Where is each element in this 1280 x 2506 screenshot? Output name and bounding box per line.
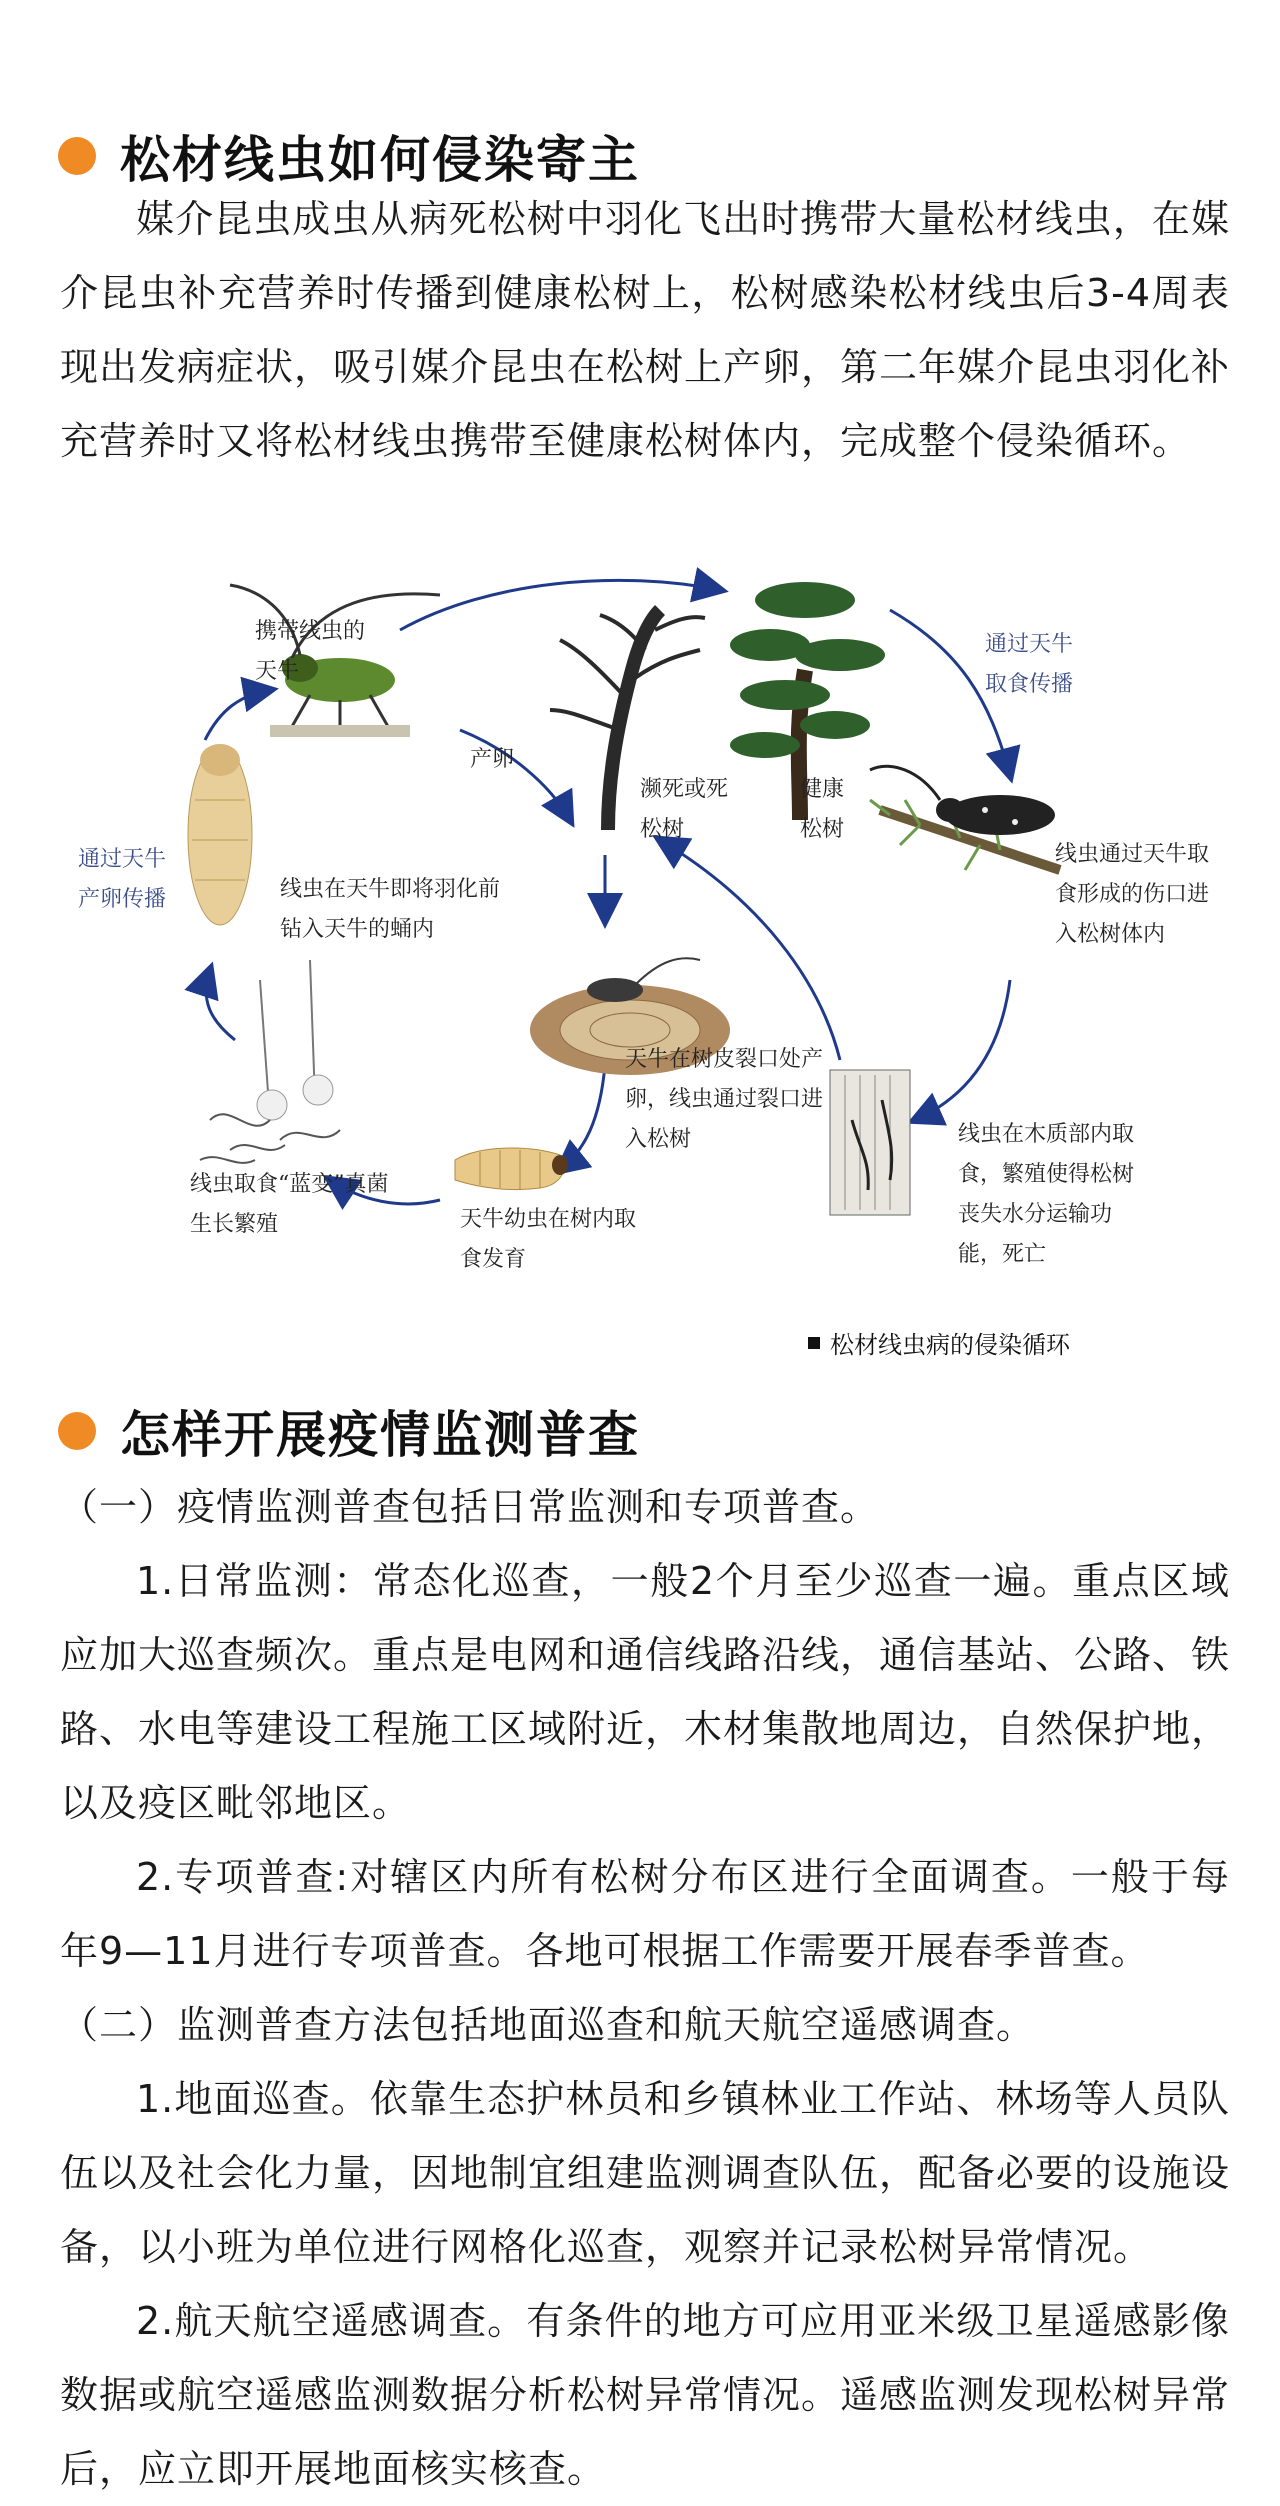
arrow-to-beetle: [205, 690, 270, 740]
label-enter-wound: 线虫通过天牛取食形成的伤口进入松树体内: [1055, 842, 1210, 947]
section-title: 松材线虫如何侵染寄主: [120, 131, 640, 189]
monitoring-p5: 1.地面巡查。依靠生态护林员和乡镇林业工作站、林场等人员队伍以及社会化力量，因地制宜组建监测调查队伍，配备必要的设施设备，以小班为单位进行网格化巡查，观察并记录松树异常情况。: [60, 2077, 1231, 2269]
label-bark-oviposit: 天牛在树皮裂口处产卵，线虫通过裂口进入松树: [625, 1047, 824, 1152]
larva-icon: [455, 1148, 568, 1190]
label-beetle-carrying: 携带线虫的天牛: [255, 619, 366, 684]
monitoring-p2: 1.日常监测：常态化巡查，一般2个月至少巡查一遍。重点区域应加大巡查频次。重点是电网和通信线路沿线，通信基站、公路、铁路、水电等建设工程施工区域附近，木材集散地周边，自然保护地，以及疫区毗邻地区。: [60, 1559, 1231, 1825]
label-xylem-death: 线虫在木质部内取食，繁殖使得松树丧失水分运输功能，死亡: [958, 1122, 1135, 1267]
label-via-feeding: 通过天牛取食传播: [985, 632, 1074, 697]
arrow-to-pupa: [206, 970, 235, 1040]
xylem-icon: [830, 1070, 910, 1215]
label-larva-feeding: 天牛幼虫在树内取食发育: [460, 1207, 637, 1272]
caption-square-icon: [808, 1337, 820, 1349]
label-dying-tree: 濒死或死松树: [640, 777, 729, 842]
section-heading-monitoring: [58, 1395, 640, 1467]
arrow-to-larva: [560, 1065, 605, 1170]
arrow-to-xylem: [915, 980, 1010, 1120]
diagram-caption: [808, 1325, 1070, 1360]
fungus-icon: [200, 960, 340, 1163]
label-healthy-tree: 健康松树: [800, 777, 845, 842]
section-title: 怎样开展疫情监测普查: [120, 1406, 640, 1464]
feeding-beetle-icon: [870, 766, 1060, 870]
monitoring-p4: （二）监测普查方法包括地面巡查和航天航空遥感调查。: [60, 2003, 1036, 2047]
pupa-icon: [188, 744, 252, 925]
monitoring-p6: 2.航天航空遥感调查。有条件的地方可应用亚米级卫星遥感影像数据或航空遥感监测数据分析松树异常情况。遥感监测发现松树异常后，应立即开展地面核实核查。: [60, 2299, 1231, 2491]
label-lay-eggs: 产卵: [470, 747, 515, 772]
infection-paragraph: 媒介昆虫成虫从病死松树中羽化飞出时携带大量松材线虫，在媒介昆虫补充营养时传播到健康松树上，松树感染松材线虫后3-4周表现出发病症状，吸引媒介昆虫在松树上产卵，第二年媒介昆虫羽化补充营养时又将松材线虫携带至健康松树体内，完成整个侵染循环。: [60, 197, 1231, 463]
bullet-icon: [58, 1412, 96, 1450]
caption-text: 松材线虫病的侵染循环: [830, 1331, 1070, 1359]
infection-cycle-diagram: [60, 560, 1230, 1290]
label-via-oviposition: 通过天牛产卵传播: [78, 847, 167, 912]
label-nematode-into-pupa: 线虫在天牛即将羽化前钻入天牛的蛹内: [280, 877, 501, 942]
monitoring-p1: （一）疫情监测普查包括日常监测和专项普查。: [60, 1485, 880, 1529]
label-blue-stain: 线虫取食“蓝变”真菌生长繁殖: [190, 1172, 389, 1237]
monitoring-p3: 2.专项普查:对辖区内所有松树分布区进行全面调查。一般于每年9—11月进行专项普查。各地可根据工作需要开展春季普查。: [60, 1855, 1230, 1973]
bullet-icon: [58, 137, 96, 175]
